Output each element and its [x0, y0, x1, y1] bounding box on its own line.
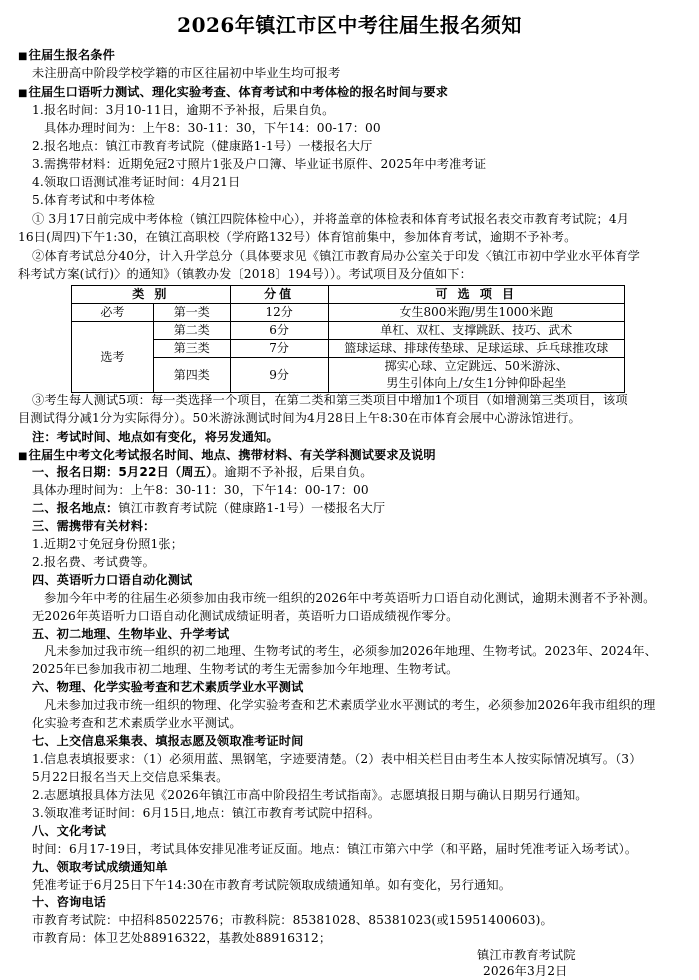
- oral-test-ticket-date: 4.领取口语测试准考证时间：4月21日: [32, 175, 241, 189]
- item-7-line-4: 3.领取准考证时间：6月15日,地点：镇江市教育考试院中招科。: [32, 806, 381, 820]
- item-3-line-2: 2.报名费、考试费等。: [32, 555, 155, 569]
- table-header-row: [72, 286, 625, 304]
- change-notice: 注：考试时间、地点如有变化，将另发通知。: [32, 430, 279, 444]
- heading-oral-pe-registration: ■ 往届生口语听力测试、理化实验考查、体育考试和中考体检的报名时间与要求: [18, 83, 448, 101]
- item-10-line-1: 市教育考试院：中招科85022576；市教科院：85381028、85381023(或15951400603)。: [32, 913, 553, 927]
- table-cell-score: 7分: [230, 340, 328, 358]
- item-8-line: 时间：6月17-19日，考试具体安排见准考证反面。地点：镇江市第六中学（和平路，届时凭准考证入场考试）。: [32, 842, 638, 856]
- table-header-score: 分值: [230, 286, 328, 304]
- item-6-line-2: 化实验考查和艺术素质学业水平测试。: [32, 716, 242, 730]
- item-4-line-2: 无2026年英语听力口语自动化测试成绩证明者，英语听力口语成绩视作零分。: [32, 609, 459, 623]
- pe-paragraph-3: ③考生每人测试5项：每一类选择一个项目，在第二类和第三类项目中增加1个项目（如增测第三类项目，该项: [32, 393, 628, 407]
- table-header-category: 类 别: [72, 286, 231, 304]
- item-7-line-2: 5月22日报名当天上交信息采集表。: [32, 770, 229, 784]
- item-5-line-2: 2025年已参加我市初二地理、生物考试的考生无需参加今年地理、生物考试。: [32, 662, 459, 676]
- item-3-heading: 三、需携带有关材料：: [32, 519, 156, 533]
- table-cell-score: 6分: [230, 322, 328, 340]
- item-9-heading: 九、领取考试成绩通知单: [32, 860, 168, 874]
- item-3-line-1: 1.近期2寸免冠身份照1张；: [32, 537, 184, 551]
- table-cell-score: 9分: [230, 358, 328, 393]
- item-2-heading: 二、报名地点：: [32, 501, 119, 515]
- item-9-line: 凭准考证于6月25日下午14:30在市教育考试院领取成绩通知单。如有变化，另行通知。: [32, 878, 512, 892]
- pe-paragraph-1-cont: 16日(周四)下午1:30，在镇江高职校（学府路132号）体育馆前集中，参加体育考试，逾期不予补考。: [18, 230, 577, 244]
- table-row: [72, 340, 625, 358]
- table-cell-items: [328, 358, 624, 393]
- table-header-items: 可 选 项 目: [328, 286, 624, 304]
- item-7-line-3: 2.志愿填报具体方法见《2026年镇江市高中阶段招生考试指南》。志愿填报日期与确认日期另行通知。: [32, 788, 588, 802]
- table-cell-items: 女生800米跑/男生1000米跑: [328, 304, 624, 322]
- item-7-line-1: 1.信息表填报要求：（1）必须用蓝、黑钢笔，字迹要清楚。（2）表中相关栏目由考生本人按实际情况填写。（3）: [32, 752, 642, 766]
- table-row: [72, 322, 625, 340]
- table-cell-score: 12分: [230, 304, 328, 322]
- table-cell-items-line-2: 男生引体向上/女生1分钟仰卧起坐: [386, 376, 567, 390]
- pe-paragraph-3-cont: 目测试得分减1分为实际得分）。50米游泳测试时间为4月28日上午8:30在市体育会展中心游泳馆进行。: [18, 411, 581, 425]
- table-cell-category: 选考: [72, 322, 154, 393]
- item-4-heading: 四、英语听力口语自动化测试: [32, 573, 193, 587]
- item-5-line-1: 凡未参加过我市统一组织的初二地理、生物考试的考生，必须参加2026年地理、生物考试。2023年、2024年、: [44, 644, 658, 658]
- required-materials: 3.需携带材料：近期免冠2寸照片1张及户口簿、毕业证书原件、2025年中考准考证: [32, 157, 487, 171]
- table-cell-type: 第四类: [153, 358, 230, 393]
- pe-paragraph-1: ① 3月17日前完成中考体检（镇江四院体检中心），并将盖章的体检表和体育考试报名表交市教育考试院；4月: [32, 212, 630, 226]
- eligibility-text: 未注册高中阶段学校学籍的市区往届初中毕业生均可报考: [32, 66, 341, 80]
- item-2-tail: 镇江市教育考试院（健康路1-1号）一楼报名大厅: [118, 501, 386, 515]
- table-cell-type: 第三类: [153, 340, 230, 358]
- table-cell-items: 单杠、双杠、支撑跳跃、技巧、武术: [328, 322, 624, 340]
- footer-date: 2026年3月2日: [483, 964, 568, 978]
- item-1-office-hours: 具体办理时间为：上午8：30-11：30，下午14：00-17：00: [32, 483, 369, 497]
- table-cell-items-line-1: 掷实心球、立定跳远、50米游泳、: [384, 359, 568, 373]
- office-hours: 具体办理时间为：上午8：30-11：30，下午14：00-17：00: [44, 121, 381, 135]
- item-10-heading: 十、咨询电话: [32, 895, 107, 909]
- page-title: 2026年镇江市区中考往届生报名须知: [177, 13, 522, 37]
- table-row: [72, 358, 625, 393]
- item-4-line-1: 参加今年中考的往届生必须参加由我市统一组织的2026年中考英语听力口语自动化测试，逾期未测者不予补测。: [44, 591, 656, 605]
- pe-exam-subheading: 5.体育考试和中考体检: [32, 193, 155, 207]
- pe-score-table: [71, 285, 625, 393]
- item-1-tail: 。逾期不予补报，后果自负。: [212, 465, 373, 479]
- registration-place: 2.报名地点：镇江市教育考试院（健康路1-1号）一楼报名大厅: [32, 139, 373, 153]
- heading-eligibility: ■ 往届生报名条件: [18, 46, 115, 64]
- registration-time: 1.报名时间：3月10-11日，逾期不予补报，后果自负。: [32, 103, 335, 117]
- item-6-heading: 六、物理、化学实验考查和艺术素质学业水平测试: [32, 680, 304, 694]
- table-cell-type: 第二类: [153, 322, 230, 340]
- item-2-line: [32, 499, 385, 517]
- item-6-line-1: 凡未参加过我市统一组织的物理、化学实验考查和艺术素质学业水平测试的考生，必须参加2026年我市组织的理: [44, 698, 656, 712]
- table-cell-items: 篮球运球、排球传垫球、足球运球、乒乓球推攻球: [328, 340, 624, 358]
- item-1-heading: 一、报名日期：5月22日（周五）: [32, 465, 213, 479]
- item-7-heading: 七、上交信息采集表、填报志愿及领取准考证时间: [32, 734, 304, 748]
- table-row: [72, 304, 625, 322]
- pe-paragraph-2: ②体育考试总分40分，计入升学总分（具体要求见《镇江市教育局办公室关于印发〈镇江市初中学业水平体育学: [32, 249, 641, 263]
- item-10-line-2: 市教育局：体卫艺处88916322，基教处88916312；: [32, 931, 332, 945]
- table-cell-category: 必考: [72, 304, 154, 322]
- footer-organization: 镇江市教育考试院: [477, 948, 576, 962]
- table-cell-type: 第一类: [153, 304, 230, 322]
- heading-cultural-exam: ■ 往届生中考文化考试报名时间、地点、携带材料、有关学科测试要求及说明: [18, 446, 436, 464]
- item-5-heading: 五、初二地理、生物毕业、升学考试: [32, 627, 230, 641]
- item-8-heading: 八、文化考试: [32, 824, 107, 838]
- item-1-line: [32, 463, 373, 481]
- pe-paragraph-2-cont: 科考试方案(试行)〉的通知》（镇教办发〔2018〕194号））。考试项目及分值如下：: [18, 267, 472, 281]
